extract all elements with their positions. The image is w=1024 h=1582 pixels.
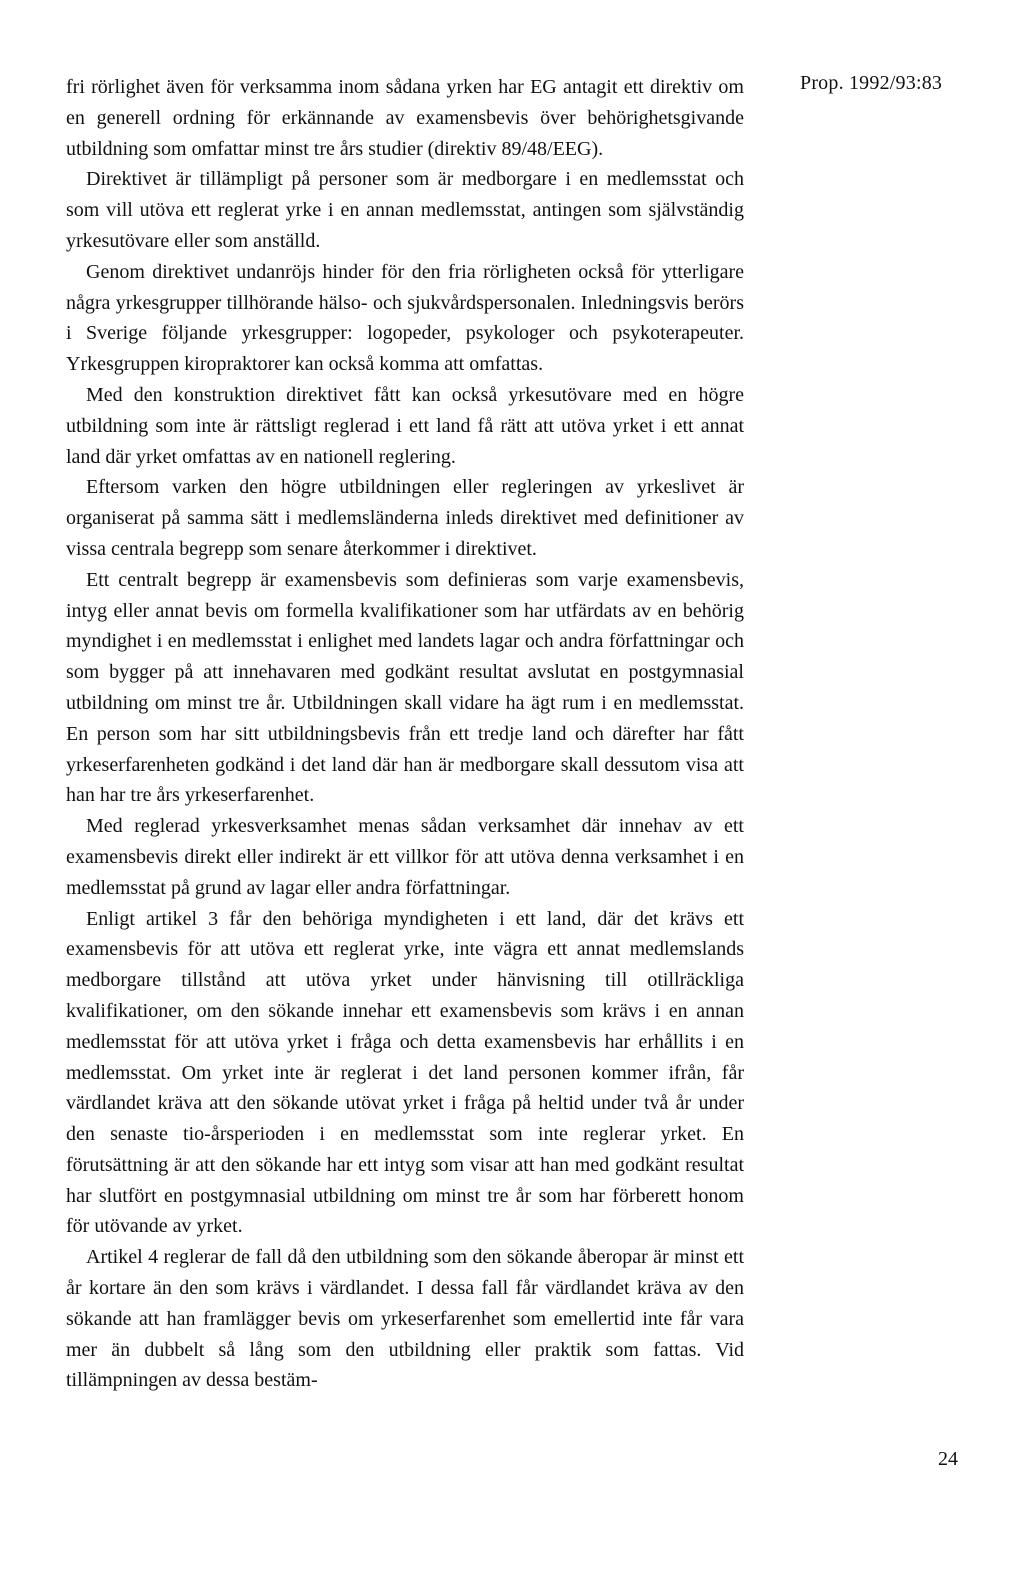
paragraph: Direktivet är tillämpligt på personer som är medborgare i en medlemsstat och som vill utöva ett reglerat yrke i en annan medlemsstat, antingen som självständig yrkesutövare eller som anställd. [66,168,744,252]
paragraph: Med reglerad yrkesverksamhet menas sådan verksamhet där innehav av ett examensbevis direkt eller indirekt är ett villkor för att utöva denna verksamhet i en medlemsstat på grund av lagar eller andra författningar. [66,815,744,899]
paragraph: fri rörlighet även för verksamma inom sådana yrken har EG antagit ett direktiv om en generell ordning för erkännande av examensbevis över behörighetsgivande utbildning som omfattar minst tre års studier (direktiv 89/48/EEG). [66,76,744,160]
paragraph: Med den konstruktion direktivet fått kan också yrkesutövare med en högre utbildning som inte är rättsligt reglerad i ett land få rätt att utöva yrket i ett annat land där yrket omfattas av en nationell reglering. [66,383,744,468]
paragraph: Ett centralt begrepp är examensbevis som definieras som varje examensbevis, intyg eller annat bevis om formella kvalifikationer som har utfärdats av en behörig myndighet i en medlemsstat i enlighet med landets lagar och andra författningar och som bygger på att innehavaren med godkänt resultat avslutat en postgymnasial utbildning om minst tre år. Utbildningen skall vidare ha ägt rum i en medlemsstat. En person som har sitt utbildningsbevis från ett tredje land och därefter har fått yrkeserfarenheten godkänd i det land där han är medborgare skall dessutom visa att han har tre års yrkeserfarenhet. [66,568,744,807]
body-text [66,72,744,1396]
paragraph: Genom direktivet undanröjs hinder för den fria rörligheten också för ytterligare några yrkesgrupper tillhörande hälso- och sjukvårdspersonalen. Inledningsvis berörs i Sverige följande yrkesgrupper: logopeder, psykologer och psykoterapeuter. Yrkesgruppen kiropraktorer kan också komma att omfattas. [66,260,744,376]
proposition-reference: Prop. 1992/93:83 [800,72,943,94]
page-number: 24 [938,1448,958,1470]
paragraph: Enligt artikel 3 får den behöriga myndigheten i ett land, där det krävs ett examensbevis för att utöva ett reglerat yrke, inte vägra ett annat medlemslands medborgare tillstånd att utöva yrket under hänvisning till otillräckliga kvalifikationer, om den sökande innehar ett examensbevis som krävs i en annan medlemsstat för att utöva yrket i fråga och detta examensbevis har erhållits i en medlemsstat. Om yrket inte är reglerat i det land personen kommer ifrån, får värdlandet kräva att den sökande utövat yrket i fråga på heltid under två år under den senaste tio-årsperioden i en medlemsstat som inte reglerar yrket. En förutsättning är att den sökande har ett intyg som visar att han med godkänt resultat har slutfört en postgymnasial utbildning om minst tre år som har förberett honom för utövande av yrket. [66,907,744,1238]
paragraph: Artikel 4 reglerar de fall då den utbildning som den sökande åberopar är minst ett år kortare än den som krävs i värdlandet. I dessa fall får värdlandet kräva av den sökande att han framlägger bevis om yrkeserfarenhet som emellertid inte får vara mer än dubbelt så lång som den utbildning eller praktik som fattas. Vid tillämpningen av dessa bestäm- [66,1246,744,1392]
paragraph: Eftersom varken den högre utbildningen eller regleringen av yrkeslivet är organiserat på samma sätt i medlemsländerna inleds direktivet med definitioner av vissa centrala begrepp som senare återkommer i direktivet. [66,476,744,560]
